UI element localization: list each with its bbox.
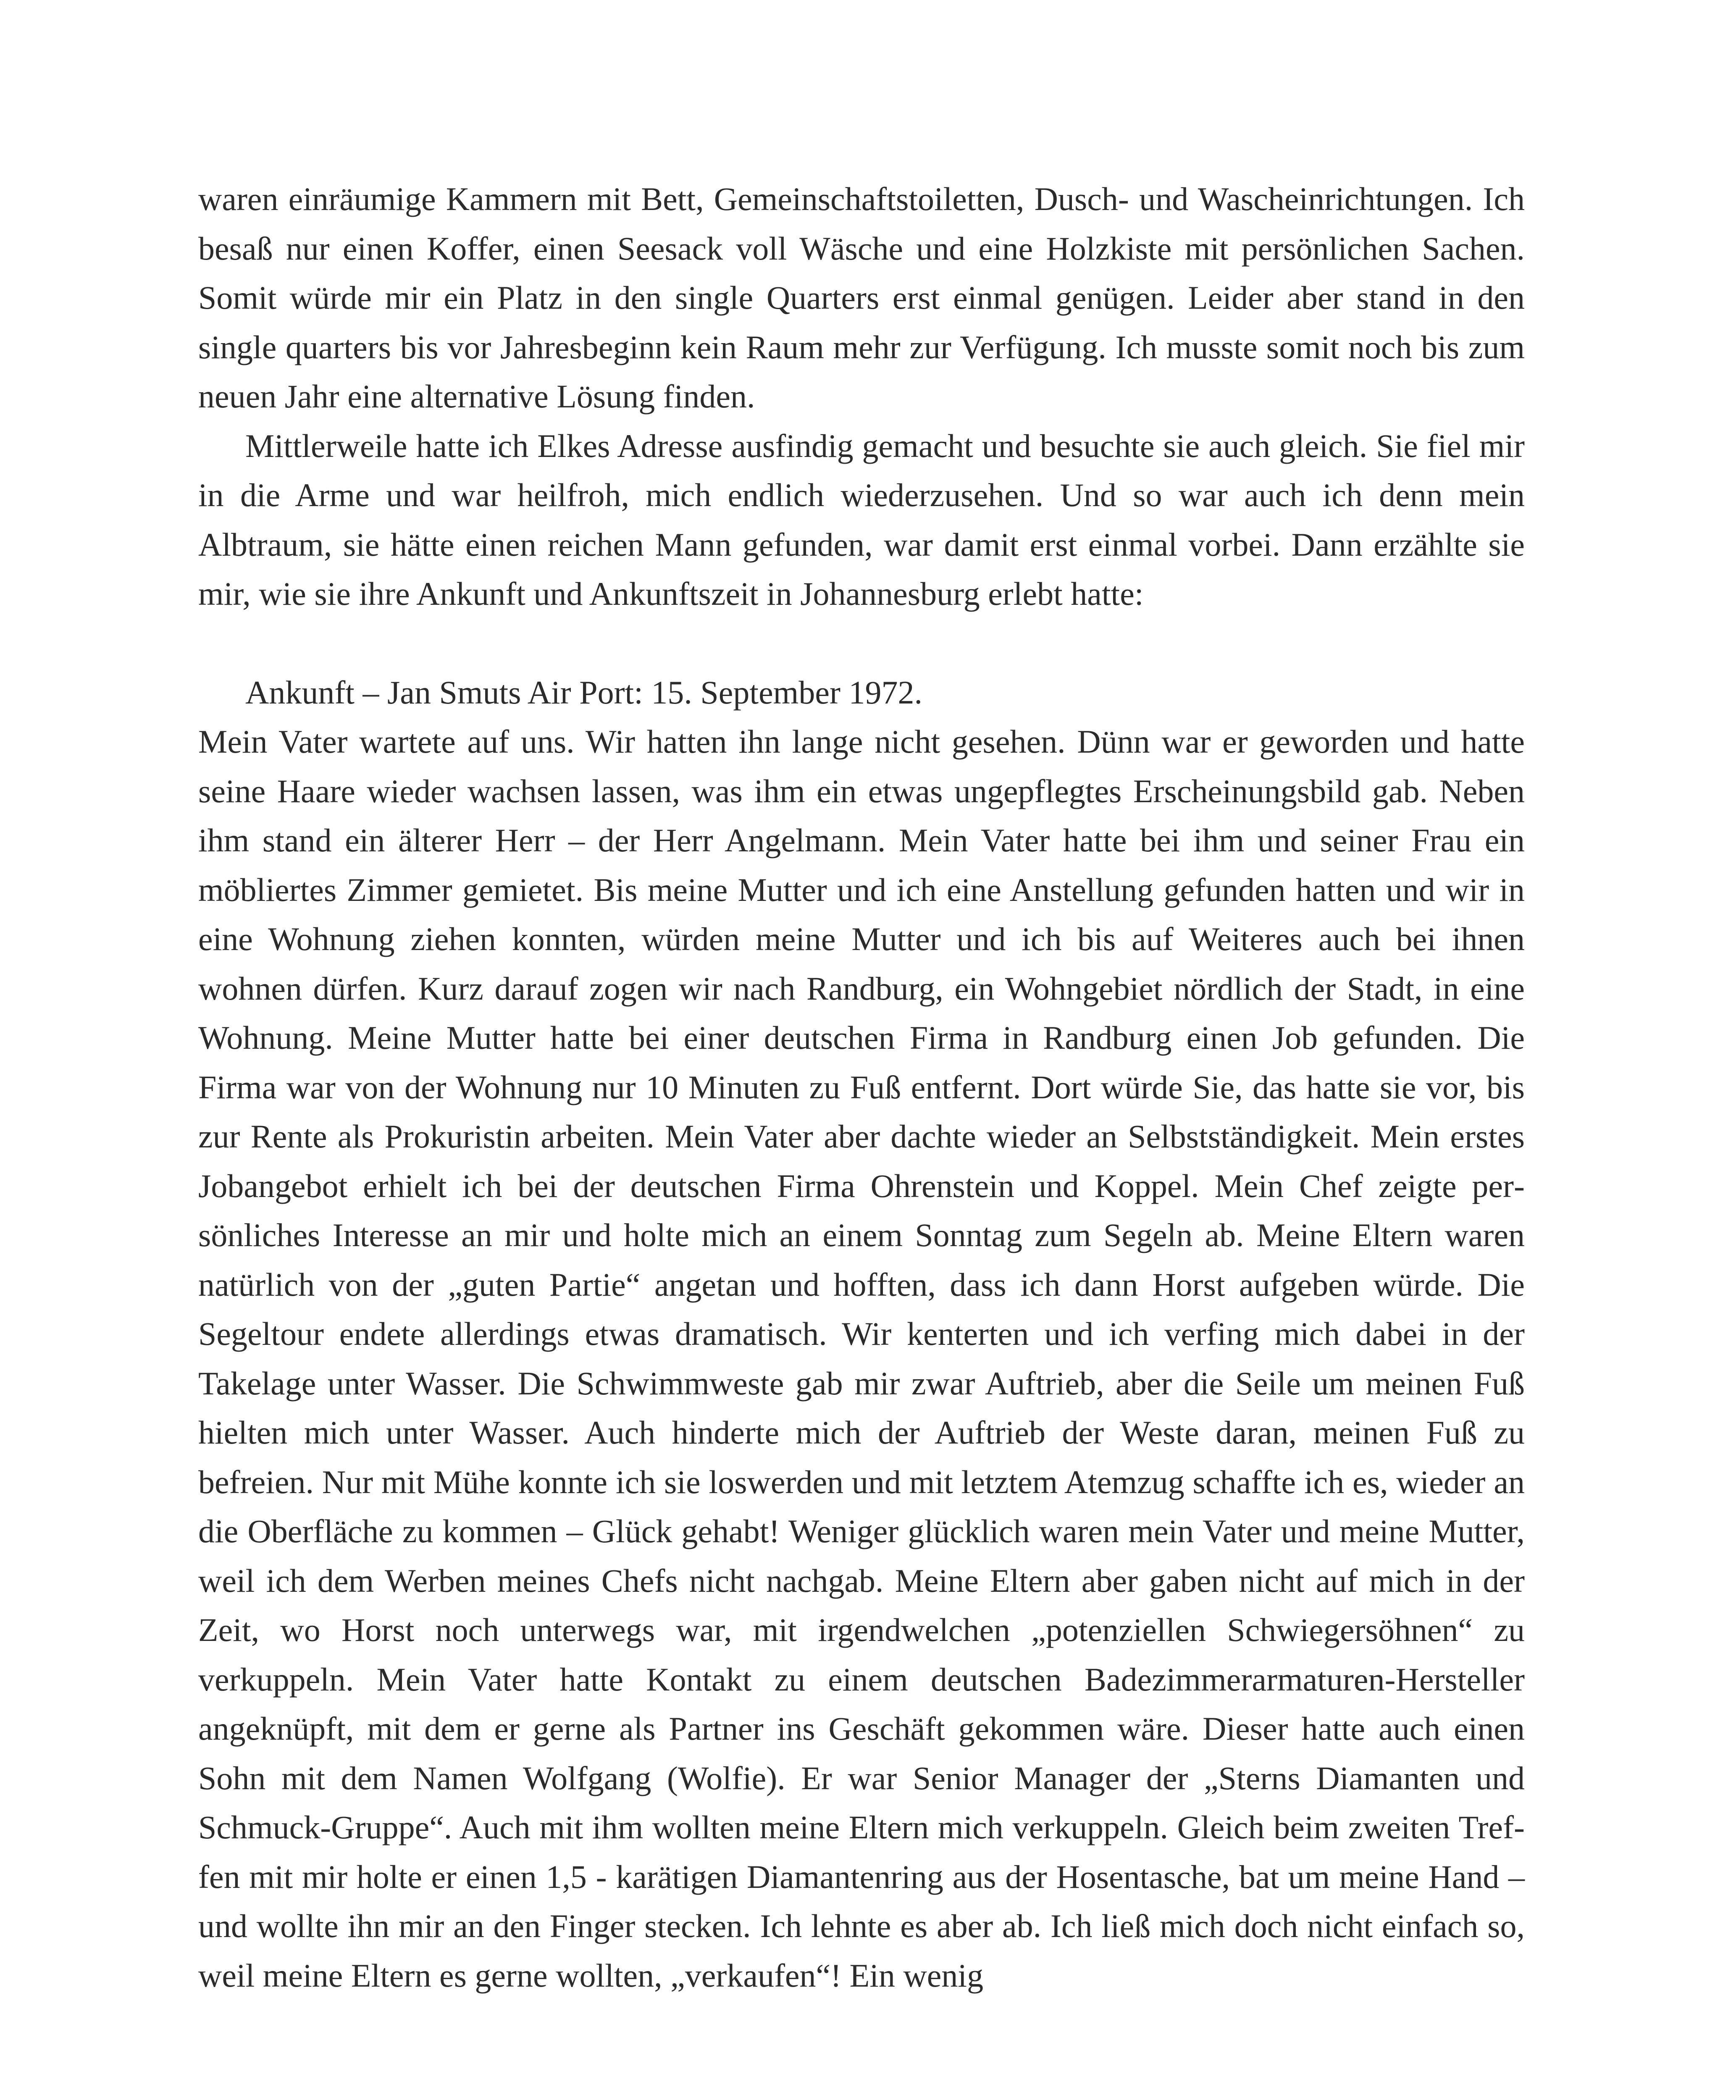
paragraph-elke-address: Mittlerweile hatte ich Elkes Adresse ausfindig gemacht und besuchte sie auch gleich. Sie fiel mir in die Arme und war heilfroh, mich endlich wiederzusehen. Und so war auch ich denn mein Albtraum, sie hätte einen reichen Mann gefunden, war damit erst einmal vorbei. Dann erzählte sie mir, wie sie ihre Ankunft und Ankunftszeit in Johannesburg erlebt hatte: bbox=[198, 427, 1525, 612]
section-heading: Ankunft – Jan Smuts Air Port: 15. September 1972. bbox=[245, 674, 922, 711]
body-text-bottom bbox=[198, 717, 1525, 2000]
paragraph-continuation: waren einräumige Kammern mit Bett, Gemeinschaftstoiletten, Dusch- und Wascheinrichtungen. Ich besaß nur einen Koffer, einen Seesack voll Wäsche und eine Holzkiste mit persönlichen Sachen. Somit würde mir ein Platz in den single Quarters erst einmal genügen. Leider aber stand in den single quarters bis vor Jahresbeginn kein Raum mehr zur Verfügung. Ich musste somit noch bis zum neuen Jahr eine alternative Lösung finden. bbox=[198, 181, 1525, 415]
body-text-top bbox=[198, 174, 1525, 619]
paragraph-arrival-story: Mein Vater wartete auf uns. Wir hatten ihn lange nicht gesehen. Dünn war er geworden und hatte seine Haare wieder wachsen lassen, was ihm ein etwas ungepflegtes Erscheinungsbild gab. Neben ihm stand ein älterer Herr – der Herr Angelmann. Mein Vater hatte bei ihm und seiner Frau ein möbliertes Zimmer gemietet. Bis meine Mutter und ich eine Anstellung gefunden hatten und wir in eine Wohnung ziehen konnten, würden meine Mutter und ich bis auf Weiteres auch bei ihnen wohnen dürfen. Kurz darauf zogen wir nach Randburg, ein Wohngebiet nördlich der Stadt, in eine Wohnung. Meine Mutter hatte bei einer deutschen Firma in Randburg einen Job gefunden. Die Firma war von der Wohnung nur 10 Minuten zu Fuß entfernt. Dort würde Sie, das hatte sie vor, bis zur Rente als Prokuristin arbeiten. Mein Vater aber dachte wieder an Selbstständigkeit. Mein erstes Jobangebot erhielt ich bei der deutschen Firma Ohrenstein und Koppel. Mein Chef zeigte persönliches Interesse an mir und holte mich an einem Sonntag zum Segeln ab. Meine Eltern waren natürlich von der „guten Partie“ angetan und hofften, dass ich dann Horst aufgeben würde. Die Segeltour endete allerdings etwas dramatisch. Wir kenterten und ich verfing mich dabei in der Takelage unter Wasser. Die Schwimmweste gab mir zwar Auftrieb, aber die Seile um meinen Fuß hielten mich unter Wasser. Auch hinderte mich der Auftrieb der Weste daran, meinen Fuß zu befreien. Nur mit Mühe konnte ich sie loswerden und mit letztem Atemzug schaffte ich es, wieder an die Oberfläche zu kommen – Glück gehabt! Weniger glücklich waren mein Vater und meine Mutter, weil ich dem Werben meines Chefs nicht nachgab. Meine Eltern aber gaben nicht auf mich in der Zeit, wo Horst noch unterwegs war, mit irgendwelchen „potenziellen Schwiegersöhnen“ zu verkuppeln. Mein Vater hatte Kontakt zu einem deutschen Badezimmerarmaturen-Hersteller angeknüpft, mit dem er gerne als Partner ins Geschäft gekommen wäre. Dieser hatte auch einen Sohn mit dem Namen Wolfgang (Wolfie). Er war Senior Manager der „Sterns Diamanten und Schmuck-Gruppe“. Auch mit ihm wollten meine Eltern mich verkuppeln. Gleich beim zweiten Treffen mit mir holte er einen 1,5 - karätigen Diamantenring aus der Hosentasche, bat um meine Hand – und wollte ihn mir an den Finger stecken. Ich lehnte es aber ab. Ich ließ mich doch nicht einfach so, weil meine Eltern es gerne wollten, „verkaufen“! Ein wenig bbox=[198, 723, 1525, 1994]
body-text-heading bbox=[198, 668, 1525, 717]
